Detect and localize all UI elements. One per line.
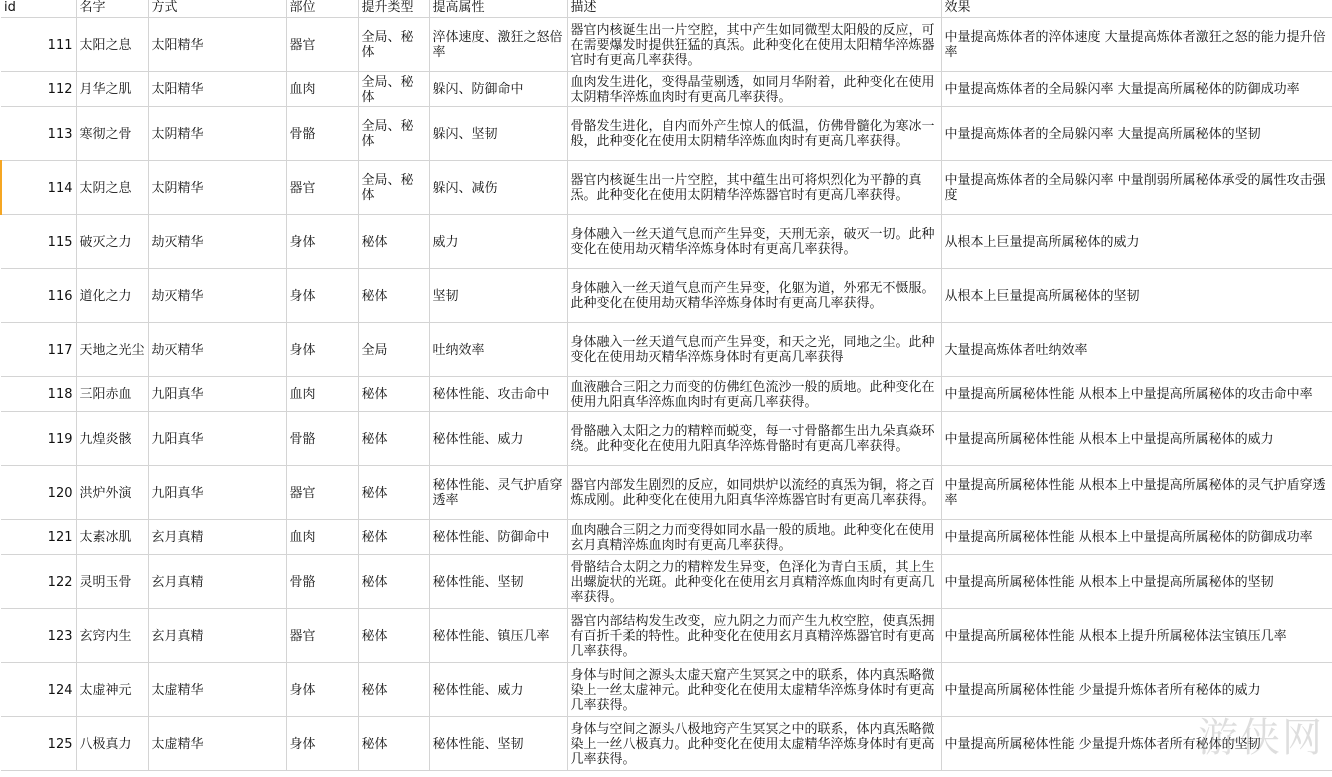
cell-effect[interactable]: 中量提高所属秘体性能 少量提升炼体者所有秘体的威力: [941, 663, 1332, 717]
cell-part[interactable]: 身体: [286, 663, 358, 717]
cell-desc[interactable]: 骨骼融入太阳之力的精粹而蜕变，每一寸骨骼都生出九朵真焱环绕。此种变化在使用九阳真华淬炼骨骼时有更高几率获得。: [567, 412, 941, 466]
cell-method[interactable]: 太阳精华: [148, 18, 286, 72]
cell-method[interactable]: 劫灭精华: [148, 323, 286, 377]
cell-name[interactable]: 太阳之息: [76, 18, 148, 72]
cell-type[interactable]: 秘体: [358, 520, 429, 555]
cell-type[interactable]: 全局、秘体: [358, 107, 429, 161]
table-row: [1, 161, 1332, 215]
cell-part[interactable]: 血肉: [286, 377, 358, 412]
header-cell-name[interactable]: 名字: [76, 0, 148, 18]
cell-desc[interactable]: 器官内部发生剧烈的反应，如同烘炉以流经的真炁为铜，将之百炼成刚。此种变化在使用九阳真华淬炼器官时有更高几率获得。: [567, 466, 941, 520]
cell-id[interactable]: 120: [1, 466, 76, 520]
cell-attr[interactable]: 淬体速度、激狂之怒倍率: [429, 18, 567, 72]
cell-name[interactable]: 玄窍内生: [76, 609, 148, 663]
cell-method[interactable]: 太虚精华: [148, 663, 286, 717]
cell-attr[interactable]: 秘体性能、镇压几率: [429, 609, 567, 663]
cell-id[interactable]: 121: [1, 520, 76, 555]
cell-desc[interactable]: 身体融入一丝天道气息而产生异变，化躯为道，外邪无不慑服。此种变化在使用劫灭精华淬炼身体时有更高几率获得。: [567, 269, 941, 323]
cell-desc[interactable]: 器官内部结构发生改变，应九阴之力而产生九枚空腔，使真炁拥有百折千柔的特性。此种变化在使用玄月真精淬炼器官时有更高几率获得。: [567, 609, 941, 663]
table-row: [1, 466, 1332, 520]
cell-method[interactable]: 玄月真精: [148, 555, 286, 609]
cell-effect[interactable]: 从根本上巨量提高所属秘体的威力: [941, 215, 1332, 269]
cell-type[interactable]: 秘体: [358, 609, 429, 663]
cell-type[interactable]: 全局: [358, 323, 429, 377]
table-row: [1, 555, 1332, 609]
cell-desc[interactable]: 身体融入一丝天道气息而产生异变，和天之光，同地之尘。此种变化在使用劫灭精华淬炼身体时有更高几率获得: [567, 323, 941, 377]
cell-attr[interactable]: 秘体性能、攻击命中: [429, 377, 567, 412]
cell-name[interactable]: 八极真力: [76, 717, 148, 771]
cell-part[interactable]: 骨骼: [286, 412, 358, 466]
cell-attr[interactable]: 秘体性能、坚韧: [429, 555, 567, 609]
table-row: [1, 412, 1332, 466]
cell-id[interactable]: 119: [1, 412, 76, 466]
cell-desc[interactable]: 身体与空间之源头八极地窍产生冥冥之中的联系，体内真炁略微染上一丝八极真力。此种变化在使用太虚精华淬炼身体时有更高几率获得。: [567, 717, 941, 771]
cell-name[interactable]: 三阳赤血: [76, 377, 148, 412]
cell-attr[interactable]: 吐纳效率: [429, 323, 567, 377]
cell-part[interactable]: 器官: [286, 18, 358, 72]
cell-effect[interactable]: 大量提高炼体者吐纳效率: [941, 323, 1332, 377]
cell-part[interactable]: 骨骼: [286, 555, 358, 609]
cell-part[interactable]: 身体: [286, 323, 358, 377]
header-cell-attr[interactable]: 提高属性: [429, 0, 567, 18]
cell-part[interactable]: 器官: [286, 609, 358, 663]
cell-effect[interactable]: 中量提高所属秘体性能 从根本上中量提高所属秘体的灵气护盾穿透率: [941, 466, 1332, 520]
cell-effect[interactable]: 中量提高所属秘体性能 从根本上中量提高所属秘体的攻击命中率: [941, 377, 1332, 412]
cell-method[interactable]: 太阳精华: [148, 72, 286, 107]
cell-part[interactable]: 器官: [286, 466, 358, 520]
cell-method[interactable]: 九阳真华: [148, 466, 286, 520]
cell-id[interactable]: 112: [1, 72, 76, 107]
cell-type[interactable]: 全局、秘体: [358, 72, 429, 107]
cell-effect[interactable]: 中量提高所属秘体性能 从根本上中量提高所属秘体的防御成功率: [941, 520, 1332, 555]
header-cell-part[interactable]: 部位: [286, 0, 358, 18]
cell-attr[interactable]: 躲闪、减伤: [429, 161, 567, 215]
cell-type[interactable]: 秘体: [358, 412, 429, 466]
cell-id[interactable]: 114: [1, 161, 76, 215]
cell-desc[interactable]: 骨骼结合太阴之力的精粹发生异变，色泽化为青白玉质，其上生出螺旋状的光斑。此种变化在使用玄月真精淬炼血肉时有更高几率获得。: [567, 555, 941, 609]
cell-id[interactable]: 116: [1, 269, 76, 323]
table-row: [1, 717, 1332, 771]
cell-id[interactable]: 124: [1, 663, 76, 717]
cell-desc[interactable]: 器官内核诞生出一片空腔，其中蕴生出可将炽烈化为平静的真炁。此种变化在使用太阴精华淬炼器官时有更高几率获得。: [567, 161, 941, 215]
cell-desc[interactable]: 身体融入一丝天道气息而产生异变，天刑无亲，破灭一切。此种变化在使用劫灭精华淬炼身体时有更高几率获得。: [567, 215, 941, 269]
cell-effect[interactable]: 中量提高炼体者的全局躲闪率 中量削弱所属秘体承受的属性攻击强度: [941, 161, 1332, 215]
cell-name[interactable]: 月华之肌: [76, 72, 148, 107]
cell-desc[interactable]: 骨骼发生进化，自内而外产生惊人的低温，仿佛骨髓化为寒冰一般，此种变化在使用太阴精华淬炼血肉时有更高几率获得。: [567, 107, 941, 161]
cell-attr[interactable]: 坚韧: [429, 269, 567, 323]
cell-method[interactable]: 玄月真精: [148, 609, 286, 663]
header-row: [1, 0, 1332, 18]
table-row: [1, 18, 1332, 72]
cell-attr[interactable]: 秘体性能、威力: [429, 663, 567, 717]
cell-type[interactable]: 秘体: [358, 555, 429, 609]
cell-attr[interactable]: 秘体性能、坚韧: [429, 717, 567, 771]
cell-type[interactable]: 秘体: [358, 717, 429, 771]
cell-method[interactable]: 劫灭精华: [148, 269, 286, 323]
cell-method[interactable]: 九阳真华: [148, 377, 286, 412]
cell-method[interactable]: 劫灭精华: [148, 215, 286, 269]
cell-desc[interactable]: 血肉发生进化，变得晶莹剔透，如同月华附着，此种变化在使用太阴精华淬炼血肉时有更高几率获得。: [567, 72, 941, 107]
cell-part[interactable]: 身体: [286, 269, 358, 323]
header-cell-method[interactable]: 方式: [148, 0, 286, 18]
cell-desc[interactable]: 血肉融合三阴之力而变得如同水晶一般的质地。此种变化在使用玄月真精淬炼血肉时有更高几率获得。: [567, 520, 941, 555]
table-row: [1, 520, 1332, 555]
cell-attr[interactable]: 秘体性能、灵气护盾穿透率: [429, 466, 567, 520]
cell-name[interactable]: 九煌炎骸: [76, 412, 148, 466]
cell-method[interactable]: 太虚精华: [148, 717, 286, 771]
table-row: [1, 107, 1332, 161]
cell-id[interactable]: 117: [1, 323, 76, 377]
table-row: [1, 215, 1332, 269]
cell-name[interactable]: 天地之光尘: [76, 323, 148, 377]
cell-part[interactable]: 血肉: [286, 520, 358, 555]
cell-type[interactable]: 秘体: [358, 663, 429, 717]
cell-name[interactable]: 洪炉外演: [76, 466, 148, 520]
cell-method[interactable]: 玄月真精: [148, 520, 286, 555]
cell-type[interactable]: 秘体: [358, 269, 429, 323]
cell-name[interactable]: 道化之力: [76, 269, 148, 323]
cell-type[interactable]: 秘体: [358, 215, 429, 269]
cell-name[interactable]: 太虚神元: [76, 663, 148, 717]
cell-desc[interactable]: 身体与时间之源头太虚天窟产生冥冥之中的联系，体内真炁略微染上一丝太虚神元。此种变化在使用太虚精华淬炼身体时有更高几率获得。: [567, 663, 941, 717]
cell-part[interactable]: 器官: [286, 161, 358, 215]
cell-part[interactable]: 血肉: [286, 72, 358, 107]
cell-attr[interactable]: 威力: [429, 215, 567, 269]
cell-name[interactable]: 太素冰肌: [76, 520, 148, 555]
cell-id[interactable]: 115: [1, 215, 76, 269]
cell-id[interactable]: 111: [1, 18, 76, 72]
header-cell-effect[interactable]: 效果: [941, 0, 1332, 18]
cell-effect[interactable]: 中量提高所属秘体性能 少量提升炼体者所有秘体的坚韧: [941, 717, 1332, 771]
table-row: [1, 663, 1332, 717]
cell-id[interactable]: 122: [1, 555, 76, 609]
cell-effect[interactable]: 中量提高炼体者的淬体速度 大量提高炼体者激狂之怒的能力提升倍率: [941, 18, 1332, 72]
cell-part[interactable]: 骨骼: [286, 107, 358, 161]
header-cell-desc[interactable]: 描述: [567, 0, 941, 18]
table-row: [1, 609, 1332, 663]
cell-method[interactable]: 太阴精华: [148, 107, 286, 161]
cell-effect[interactable]: 中量提高所属秘体性能 从根本上提升所属秘体法宝镇压几率: [941, 609, 1332, 663]
cell-attr[interactable]: 秘体性能、防御命中: [429, 520, 567, 555]
cell-desc[interactable]: 器官内核诞生出一片空腔，其中产生如同微型太阳般的反应，可在需要爆发时提供狂猛的真炁。此种变化在使用太阳精华淬炼器官时有更高几率获得。: [567, 18, 941, 72]
cell-id[interactable]: 113: [1, 107, 76, 161]
table-body: [1, 0, 1332, 771]
cell-effect[interactable]: 中量提高所属秘体性能 从根本上中量提高所属秘体的坚韧: [941, 555, 1332, 609]
cell-effect[interactable]: 从根本上巨量提高所属秘体的坚韧: [941, 269, 1332, 323]
cell-effect[interactable]: 中量提高所属秘体性能 从根本上中量提高所属秘体的威力: [941, 412, 1332, 466]
cell-effect[interactable]: 中量提高炼体者的全局躲闪率 大量提高所属秘体的坚韧: [941, 107, 1332, 161]
cell-type[interactable]: 全局、秘体: [358, 161, 429, 215]
table-row: [1, 377, 1332, 412]
table-row: [1, 323, 1332, 377]
cell-part[interactable]: 身体: [286, 215, 358, 269]
table-row: [1, 72, 1332, 107]
watermark-logo: 游侠网: [1198, 715, 1324, 761]
cell-attr[interactable]: 秘体性能、威力: [429, 412, 567, 466]
cell-desc[interactable]: 血液融合三阳之力而变的仿佛红色流沙一般的质地。此种变化在使用九阳真华淬炼血肉时有更高几率获得。: [567, 377, 941, 412]
cell-type[interactable]: 秘体: [358, 377, 429, 412]
cell-type[interactable]: 全局、秘体: [358, 18, 429, 72]
cell-part[interactable]: 身体: [286, 717, 358, 771]
cell-name[interactable]: 破灭之力: [76, 215, 148, 269]
cell-type[interactable]: 秘体: [358, 466, 429, 520]
header-cell-type[interactable]: 提升类型: [358, 0, 429, 18]
cell-id[interactable]: 118: [1, 377, 76, 412]
cell-id[interactable]: 125: [1, 717, 76, 771]
cell-method[interactable]: 九阳真华: [148, 412, 286, 466]
header-cell-id[interactable]: id: [1, 0, 76, 18]
cell-attr[interactable]: 躲闪、防御命中: [429, 72, 567, 107]
table-row: [1, 269, 1332, 323]
cell-name[interactable]: 灵明玉骨: [76, 555, 148, 609]
cell-id[interactable]: 123: [1, 609, 76, 663]
cell-effect[interactable]: 中量提高炼体者的全局躲闪率 大量提高所属秘体的防御成功率: [941, 72, 1332, 107]
cell-name[interactable]: 寒彻之骨: [76, 107, 148, 161]
cell-method[interactable]: 太阴精华: [148, 161, 286, 215]
cell-name[interactable]: 太阴之息: [76, 161, 148, 215]
cell-attr[interactable]: 躲闪、坚韧: [429, 107, 567, 161]
